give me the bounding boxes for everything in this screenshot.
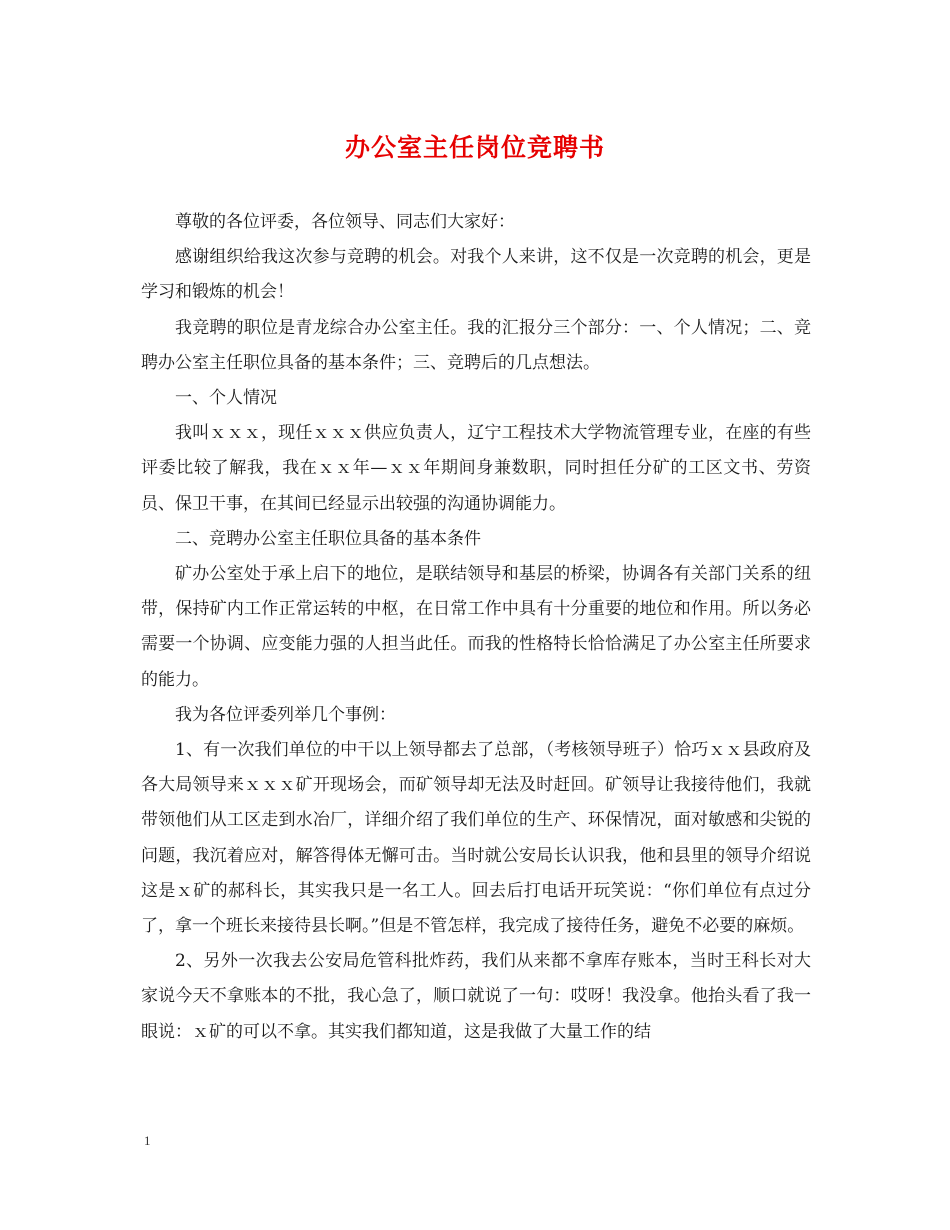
page-number: 1: [144, 1133, 151, 1148]
section-heading-personal: 一、个人情况: [175, 388, 277, 409]
paragraph-position: 我竞聘的职位是青龙综合办公室主任。我的汇报分三个部分：一、个人情况；二、竞聘办公室主任职位具备的基本条件；三、竞聘后的几点想法。: [141, 317, 811, 373]
paragraph-thanks: 感谢组织给我这次参与竞聘的机会。对我个人来讲，这不仅是一次竞聘的机会，更是学习和锻炼的机会！: [141, 247, 811, 303]
paragraph-examples-intro: 我为各位评委列举几个事例：: [175, 704, 396, 725]
paragraph-greeting: 尊敬的各位评委，各位领导、同志们大家好：: [175, 212, 515, 232]
section-heading-conditions: 二、竞聘办公室主任职位具备的基本条件: [175, 528, 481, 549]
page-title: 办公室主任岗位竞聘书: [344, 133, 605, 162]
paragraph-example-2: 2、另外一次我去公安局危管科批炸药，我们从来都不拿库存账本，当时王科长对大家说今天不拿账本的不批，我心急了，顺口就说了一句：哎呀！我没拿。他抬头看了我一眼说：ｘ矿的可以不拿。其实我们都知道，这是我做了大量工作的结: [141, 951, 811, 1042]
paragraph-example-1: 1、有一次我们单位的中干以上领导都去了总部，（考核领导班子）恰巧ｘｘ县政府及各大局领导来ｘｘｘ矿开现场会，而矿领导却无法及时赶回。矿领导让我接待他们，我就带领他们从工区走到水冶厂，详细介绍了我们单位的生产、环保情况，面对敏感和尖锐的问题，我沉着应对，解答得体无懈可击。当时就公安局长认识我，他和县里的领导介绍说这是ｘ矿的郝科长，其实我只是一名工人。回去后打电话开玩笑说：“你们单位有点过分了，拿一个班长来接待县长啊。”但是不管怎样，我完成了接待任务，避免不必要的麻烦。: [141, 740, 811, 937]
paragraph-personal: 我叫ｘｘｘ，现任ｘｘｘ供应负责人，辽宁工程技术大学物流管理专业，在座的有些评委比较了解我，我在ｘｘ年—ｘｘ年期间身兼数职，同时担任分矿的工区文书、劳资员、保卫干事，在其间已经显示出较强的沟通协调能力。: [141, 423, 811, 514]
document-body: [141, 205, 811, 1050]
paragraph-conditions: 矿办公室处于承上启下的地位，是联结领导和基层的桥梁，协调各有关部门关系的纽带，保持矿内工作正常运转的中枢，在日常工作中具有十分重要的地位和作用。所以务必需要一个协调、应变能力强的人担当此任。而我的性格特长恰恰满足了办公室主任所要求的能力。: [141, 564, 811, 690]
